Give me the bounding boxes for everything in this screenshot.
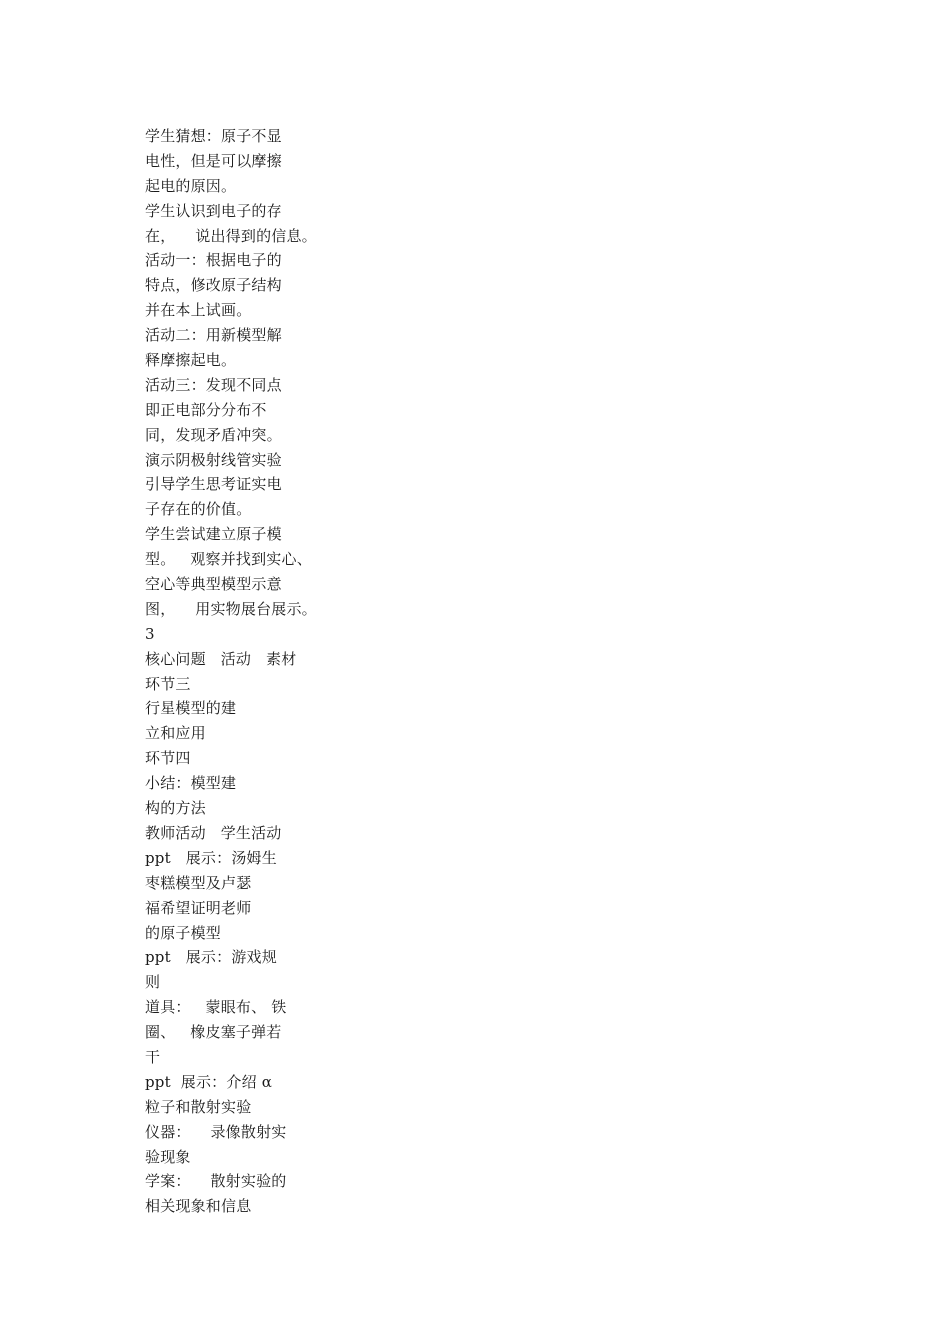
text-line: 图， 用实物展台展示。 <box>145 599 317 618</box>
text-line: 相关现象和信息 <box>145 1197 252 1216</box>
document-text <box>145 124 465 1219</box>
text-line: 则 <box>145 973 161 992</box>
text-line: 并在本上试画。 <box>145 301 252 320</box>
text-line: 学生猜想：原子不显 <box>145 127 282 145</box>
text-line: 演示阴极射线管实验 <box>145 450 282 469</box>
text-line: 子存在的价值。 <box>145 500 252 519</box>
text-line: 特点，修改原子结构 <box>145 276 282 295</box>
text-line: 空心等典型模型示意 <box>145 575 282 594</box>
section-label: 环节四 <box>145 749 191 768</box>
text-line: 小结：模型建 <box>145 774 237 793</box>
text-line: 活动三：发现不同点 <box>145 375 282 394</box>
text-line: 释摩擦起电。 <box>145 351 237 370</box>
text-line: 验现象 <box>145 1147 191 1166</box>
text-line: 引导学生思考证实电 <box>145 475 282 494</box>
text-line: 行星模型的建 <box>145 699 237 718</box>
text-line: ppt 展示：汤姆生 <box>145 848 277 867</box>
text-line: 起电的原因。 <box>145 176 237 195</box>
text-line: 同，发现矛盾冲突。 <box>145 425 282 444</box>
text-line: 圈、 橡皮塞子弹若 <box>145 1023 282 1042</box>
text-line: 道具： 蒙眼布、 铁 <box>145 998 287 1017</box>
text-line: 活动一：根据电子的 <box>145 251 282 270</box>
text-line: 构的方法 <box>145 799 206 818</box>
text-line: 仪器： 录像散射实 <box>145 1122 287 1141</box>
text-line: ppt 展示：介绍 α <box>145 1072 273 1091</box>
text-line: ppt 展示：游戏规 <box>145 948 277 967</box>
text-line: 干 <box>145 1047 161 1066</box>
table-header: 核心问题 活动 素材 <box>145 649 297 668</box>
text-line: 的原子模型 <box>145 923 222 942</box>
text-line: 即正电部分分布不 <box>145 400 267 419</box>
text-line: 学生认识到电子的存 <box>145 201 282 220</box>
text-line: 电性，但是可以摩擦 <box>145 151 282 170</box>
text-line: 粒子和散射实验 <box>145 1097 252 1116</box>
text-line: 立和应用 <box>145 724 206 743</box>
text-line: 学案： 散射实验的 <box>145 1172 287 1191</box>
text-line: 活动二：用新模型解 <box>145 326 282 345</box>
section-label: 环节三 <box>145 674 191 693</box>
text-line: 枣糕模型及卢瑟 <box>145 873 252 892</box>
text-line: 在， 说出得到的信息。 <box>145 226 317 245</box>
page-number: 3 <box>145 624 155 643</box>
text-line: 福希望证明老师 <box>145 898 252 917</box>
text-line: 型。 观察并找到实心、 <box>145 550 312 569</box>
text-line: 学生尝试建立原子模 <box>145 525 282 544</box>
table-header: 教师活动 学生活动 <box>145 823 282 842</box>
